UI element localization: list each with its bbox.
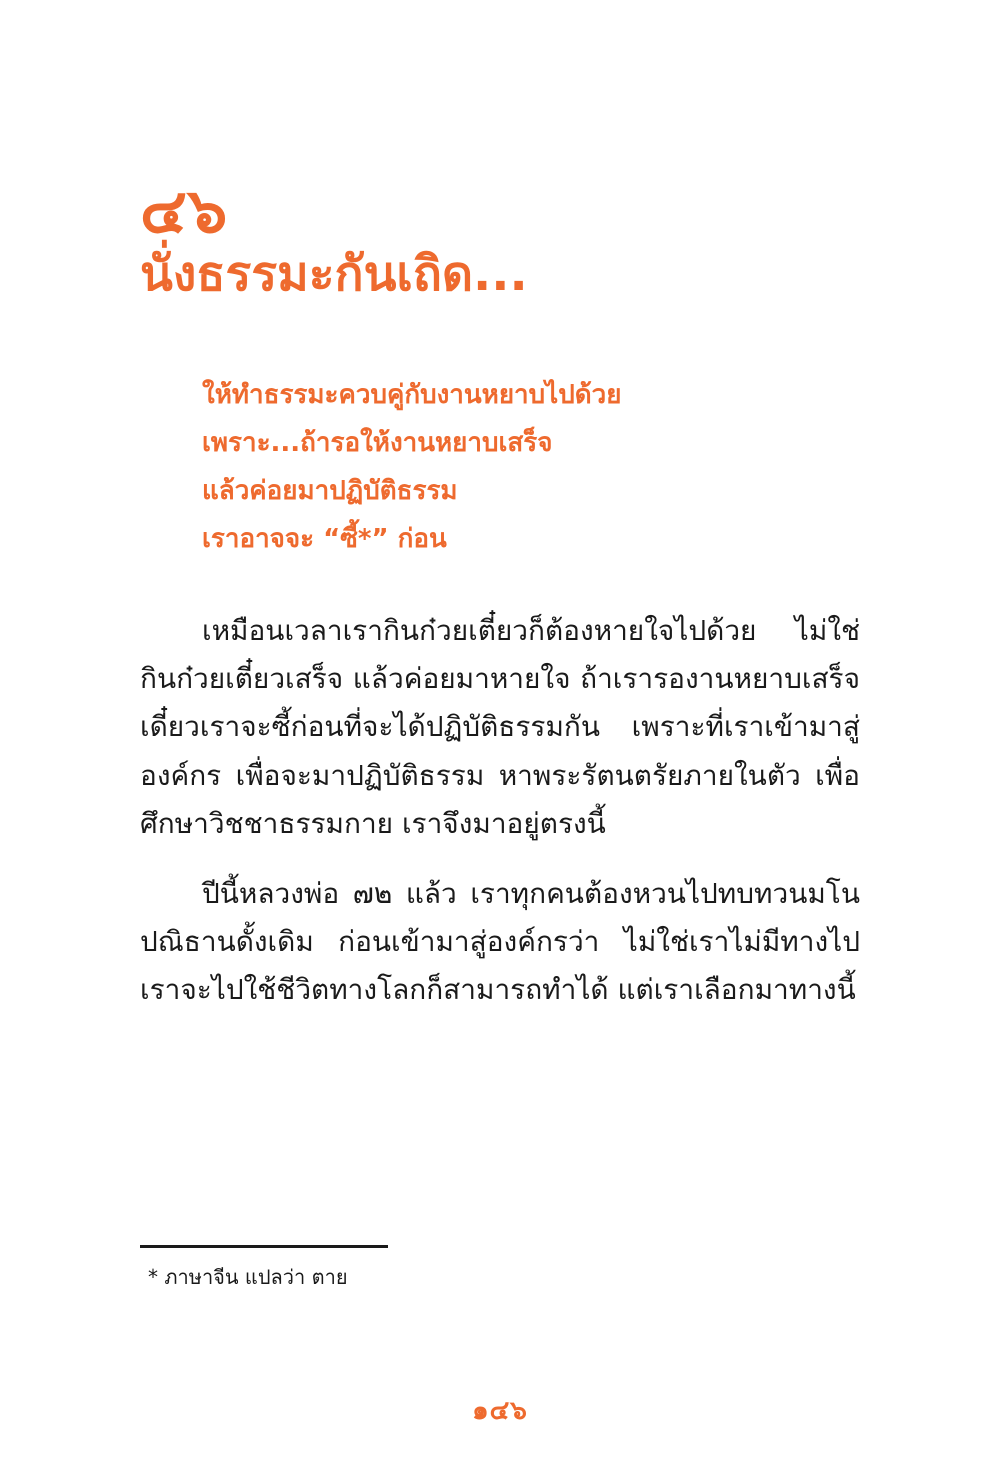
epigraph-line: เราอาจจะ “ซี้*” ก่อน bbox=[202, 524, 447, 555]
footnote-text: * ภาษาจีน แปลว่า ตาย bbox=[148, 1265, 348, 1289]
body-paragraph: ปีนี้หลวงพ่อ ๗๒ แล้ว เราทุกคนต้องหวนไปทบทวนมโนปณิธานดั้งเดิม ก่อนเข้ามาสู่องค์กรว่า ไม่ใช่เราไม่มีทางไป เราจะไปใช้ชีวิตทางโลกก็สามารถทำได้ แต่เราเลือกมาทางนี้ bbox=[140, 876, 860, 1007]
epigraph-line: เพราะ...ถ้ารอให้งานหยาบเสร็จ bbox=[202, 427, 553, 458]
footnote-block bbox=[140, 1245, 860, 1292]
epigraph-line: แล้วค่อยมาปฏิบัติธรรม bbox=[202, 475, 458, 506]
body-paragraph: เหมือนเวลาเรากินก๋วยเตี๋ยวก็ต้องหายใจไปด้วย ไม่ใช่กินก๋วยเตี๋ยวเสร็จ แล้วค่อยมาหายใจ ถ้าเรารองานหยาบเสร็จ เดี๋ยวเราจะซี้ก่อนที่จะได้ปฏิบัติธรรมกัน เพราะที่เราเข้ามาสู่องค์กร เพื่อจะมาปฏิบัติธรรม หาพระรัตนตรัยภายในตัว เพื่อศึกษาวิชชาธรรมกาย เราจึงมาอยู่ตรงนี้ bbox=[140, 614, 860, 840]
chapter-number: ๔๖ bbox=[140, 174, 229, 247]
epigraph-line: ให้ทำธรรมะควบคู่กับงานหยาบไปด้วย bbox=[202, 379, 622, 410]
epigraph-block bbox=[140, 371, 860, 563]
footnote-divider bbox=[140, 1245, 388, 1248]
page-number: ๑๔๖ bbox=[472, 1396, 528, 1426]
chapter-title: นั่งธรรมะกันเถิด... bbox=[140, 246, 528, 302]
page-content bbox=[140, 174, 860, 1014]
